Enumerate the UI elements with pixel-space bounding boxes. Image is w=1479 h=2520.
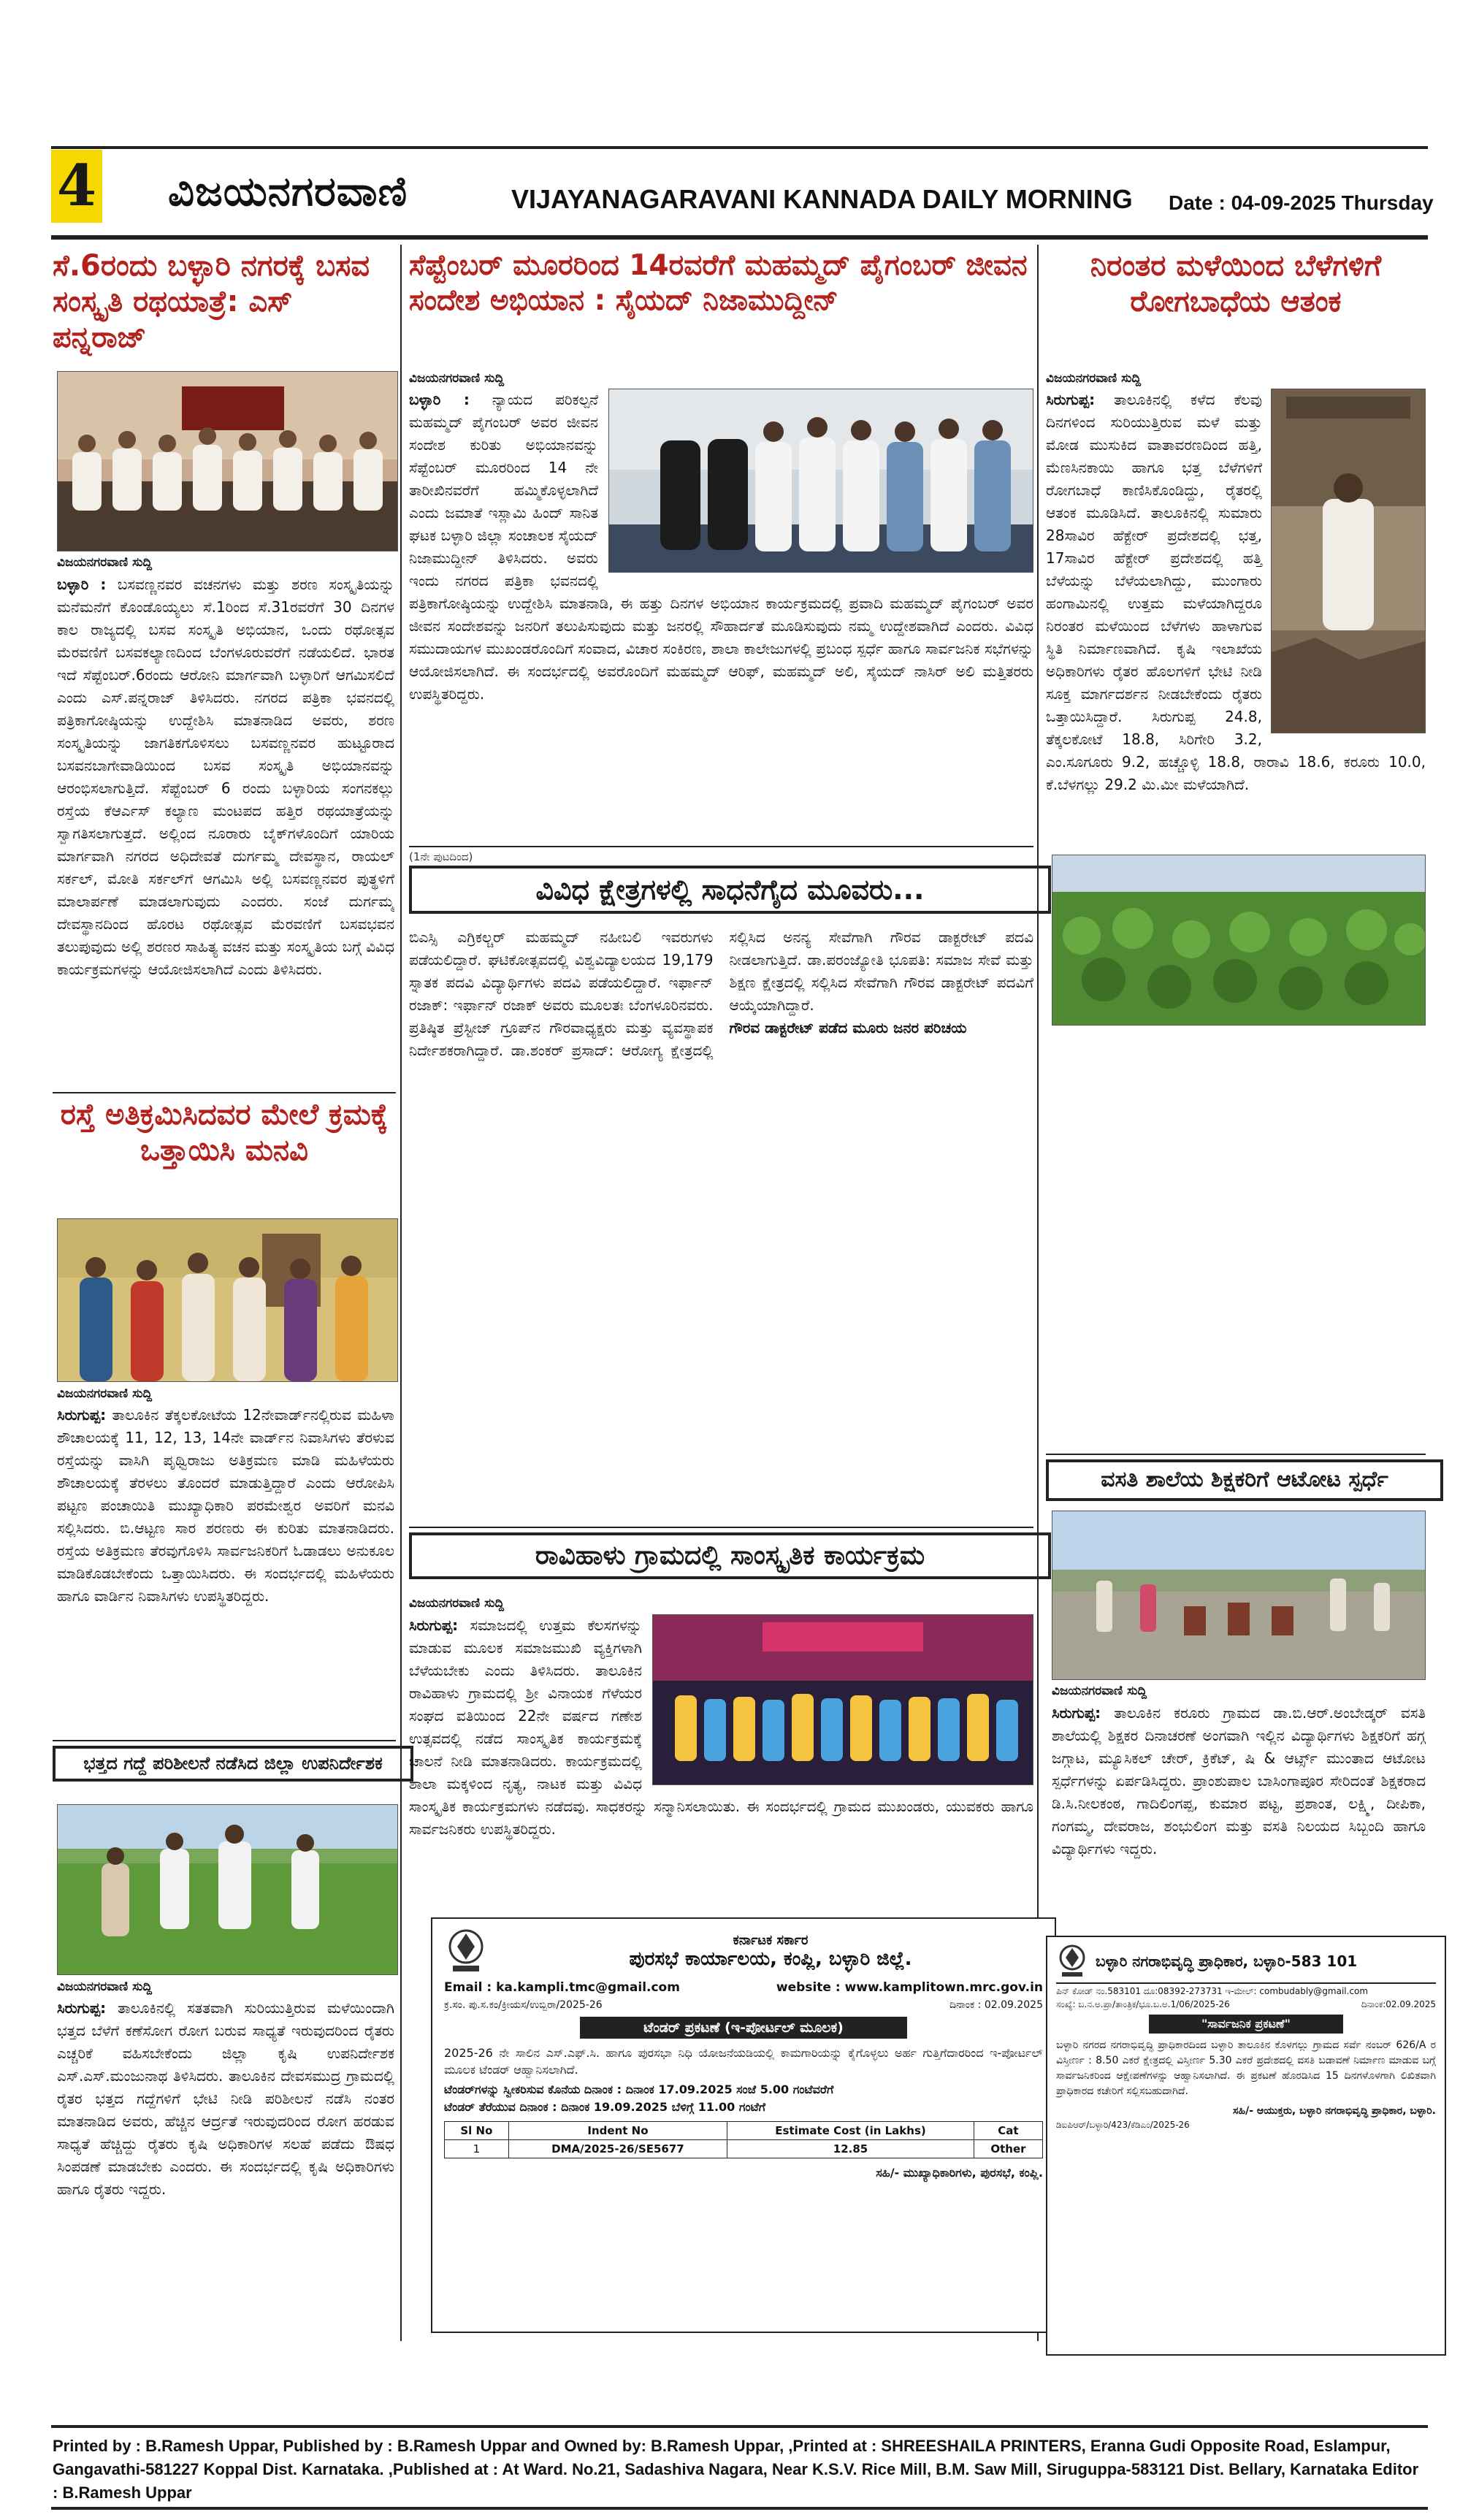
imprint-footer: Printed by : B.Ramesh Uppar, Published by : B.Ramesh Uppar and Owned by: B.Ramesh Uppar, ,Printed at : SHREESHAILA PRINTERS, Eranna Gudi Opposite Road, Eslampur, Gangavathi-581227 Koppal Dist. Karnataka. ,Published at : At Ward. No.21, Sadashiva Nagara, Near K.S.V. Rice Mill, B.M. Saw Mill, Siruguppa-583121 Dist. Bellary, Karnataka Editor : B.Ramesh Uppar — [53, 2437, 1419, 2502]
article5-body — [409, 926, 1033, 1521]
tender-col-indent: Indent No — [508, 2121, 727, 2139]
tender-cell-sl: 1 — [445, 2139, 509, 2158]
article7-text: ತಾಲೂಕಿನಲ್ಲಿ ಕಳೆದ ಕೆಲವು ದಿನಗಳಿಂದ ಸುರಿಯುತ್ತಿರುವ ಮಳೆ ಮತ್ತು ಮೋಡ ಮುಸುಕಿದ ವಾತಾವರಣದಿಂದ ಹತ್ತಿ, ಮೆಣಸಿನಕಾಯಿ ಹಾಗೂ ಭತ್ತ ಬೆಳೆಗಳಿಗೆ ರೋಗಬಾಧೆ ಕಾಣಿಸಿಕೊಂಡಿದ್ದು, ರೈತರಲ್ಲಿ ಆತಂಕ ಮೂಡಿಸಿದೆ. ತಾಲೂಕಿನಲ್ಲಿ ಸುಮಾರು 28ಸಾವಿರ ಹೆಕ್ಟೇರ್ ಪ್ರದೇಶದಲ್ಲಿ ಭತ್ತ, 17ಸಾವಿರ ಹೆಕ್ಟೇರ್ ಪ್ರದೇಶದಲ್ಲಿ ಹತ್ತಿ ಬೆಳೆಯನ್ನು ಬೆಳೆಯಲಾಗಿದ್ದು, ಮುಂಗಾರು ಹಂಗಾಮಿನಲ್ಲಿ ಉತ್ತಮ ಮಳೆಯಾಗಿದ್ದರೂ ನಿರಂತರ ಮಳೆಯಿಂದ ಬೆಳೆಗಳು ಹಾಳಾಗುವ ಸ್ಥಿತಿ ನಿರ್ಮಾಣವಾಗಿದೆ. ಕೃಷಿ ಇಲಾಖೆಯ ಅಧಿಕಾರಿಗಳು ರೈತರ ಹೊಲಗಳಿಗೆ ಭೇಟಿ ನೀಡಿ ಸೂಕ್ತ ಮಾರ್ಗದರ್ಶನ ನೀಡಬೇಕೆಂದು ರೈತರು ಒತ್ತಾಯಿಸಿದ್ದಾರೆ. ಸಿರುಗುಪ್ಪ 24.8, ತೆಕ್ಕಲಕೋಟೆ 18.8, ಸಿರಿಗೇರಿ 3.2, ಎಂ.ಸೂಗೂರು 9.2, ಹಚ್ಚೊಳ್ಳಿ 18.8, ರಾರಾವಿ 18.6, ಕರೂರು 10.0, ಕೆ.ಬೆಳಗಲ್ಲು 29.2 ಮಿ.ಮೀ ಮಳೆಯಾಗಿದೆ. — [1046, 391, 1426, 793]
article3-place: ಸಿರುಗುಪ್ಪ: — [57, 1999, 107, 2017]
emblem-icon — [1056, 1943, 1088, 1979]
tender-website: website : www.kamplitown.mrc.gov.in — [776, 1980, 1043, 1995]
article8-text: ತಾಲೂಕಿನ ಕರೂರು ಗ್ರಾಮದ ಡಾ.ಬಿ.ಆರ್.ಅಂಬೇಡ್ಕರ್ ವಸತಿ ಶಾಲೆಯಲ್ಲಿ ಶಿಕ್ಷಕರ ದಿನಾಚರಣೆ ಅಂಗವಾಗಿ ಇಲ್ಲಿನ ವಿದ್ಯಾರ್ಥಿಗಳು ಶಿಕ್ಷಕರಿಗೆ ಹಗ್ಗ ಜಗ್ಗಾಟ, ಮ್ಯೂಸಿಕಲ್ ಚೇರ್, ಕ್ರಿಕೆಟ್, ಷಿ & ಆರ್ಟ್ಸ್ ಮುಂತಾದ ಆಟೋಟ ಸ್ಪರ್ಧೆಗಳನ್ನು ಏರ್ಪಡಿಸಿದ್ದರು. ಪ್ರಾಂಶುಪಾಲ ಬಾಸಿಂಗಾಪೂರ ಸೇರಿದಂತೆ ಶಿಕ್ಷಕರಾದ ಡಿ.ಸಿ.ನೀಲಕಂಠ, ಗಾದಿಲಿಂಗಪ್ಪ, ಕುಮಾರ ಪಟ್ಟ, ಪ್ರಶಾಂತ, ಲಕ್ಷ್ಮಿ, ದೀಪಿಕಾ, ಗಂಗಮ್ಮ, ದೇವರಾಜ, ಶಂಭುಲಿಂಗ ಮತ್ತು ವಸತಿ ನಿಲಯದ ಸಿಬ್ಬಂದಿ ಹಾಗೂ ವಿದ್ಯಾರ್ಥಿಗಳು ಇದ್ದರು. — [1052, 1704, 1426, 1857]
article2-headline: ರಸ್ತೆ ಅತಿಕ್ರಮಿಸಿದವರ ಮೇಲೆ ಕ್ರಮಕ್ಕೆ ಒತ್ತಾಯಿಸಿ ಮನವಿ — [60, 1098, 389, 1167]
article6-body — [409, 1614, 1033, 1910]
article4-place: ಬಳ್ಳಾರಿ : — [409, 391, 470, 408]
article3-byline: ವಿಜಯನಗರವಾಣಿ ಸುದ್ದಿ — [57, 1979, 153, 1994]
tender-notice — [431, 1917, 1056, 2333]
tender-title: ಟೆಂಡರ್ ಪ್ರಕಟಣೆ (ಇ-ಪೋರ್ಟಲ್ ಮೂಲಕ) — [580, 2017, 907, 2039]
city-office: ಬಳ್ಳಾರಿ ನಗರಾಭಿವೃದ್ಧಿ ಪ್ರಾಧಿಕಾರ, ಬಳ್ಳಾರಿ-583 101 — [1096, 1952, 1358, 1970]
article2-byline: ವಿಜಯನಗರವಾಣಿ ಸುದ್ದಿ — [57, 1386, 153, 1401]
table-row — [445, 2139, 1043, 2158]
tender-govt: ಕರ್ನಾಟಕ ಸರ್ಕಾರ — [733, 1933, 809, 1948]
article1-headline: ಸೆ.6ರಂದು ಬಳ್ಳಾರಿ ನಗರಕ್ಕೆ ಬಸವ ಸಂಸ್ಕೃತಿ ರಥಯಾತ್ರೆ: ಎಸ್ ಪನ್ನರಾಜ್ — [53, 249, 370, 354]
article4-text: ನ್ಯಾಯದ ಪರಿಕಲ್ಪನೆ ಮಹಮ್ಮದ್ ಪೈಗಂಬರ್ ಅವರ ಜೀವನ ಸಂದೇಶ ಕುರಿತು ಅಭಿಯಾನವನ್ನು ಸೆಪ್ಟೆಂಬರ್ ಮೂರರಿಂದ 14 ನೇ ತಾರೀಖಿನವರೆಗೆ ಹಮ್ಮಿಕೊಳ್ಳಲಾಗಿದೆ ಎಂದು ಜಮಾತೆ ಇಸ್ಲಾಮಿ ಹಿಂದ್ ಸಾನಿತ ಘಟಕ ಬಳ್ಳಾರಿ ಜಿಲ್ಲಾ ಸಂಚಾಲಕ ಸೈಯದ್ ನಿಜಾಮುದ್ದೀನ್ ತಿಳಿಸಿದರು. ಅವರು ಇಂದು ನಗರದ ಪತ್ರಿಕಾ ಭವನದಲ್ಲಿ ಪತ್ರಿಕಾಗೋಷ್ಠಿಯನ್ನು ಉದ್ದೇಶಿಸಿ ಮಾತನಾಡಿ, ಈ ಹತ್ತು ದಿನಗಳ ಅಭಿಯಾನ ಕಾರ್ಯಕ್ರಮದಲ್ಲಿ ಪ್ರವಾದಿ ಮಹಮ್ಮದ್ ಪೈಗಂಬರ್ ಅವರ ಜೀವನ ಸಂದೇಶವನ್ನು ಜನರಿಗೆ ತಲುಪಿಸುವುದು ಮತ್ತು ಜನರಲ್ಲಿ ಸೌಹಾರ್ದತೆ ಮೂಡಿಸುವುದು ನಮ್ಮ ಉದ್ದೇಶವಾಗಿದೆ ಎಂದರು. ವಿವಿಧ ಸಮುದಾಯಗಳ ಮುಖಂಡರೊಂದಿಗೆ ಸಂವಾದ, ವಿಚಾರ ಸಂಕಿರಣ, ಶಾಲಾ ಕಾಲೇಜುಗಳಲ್ಲಿ ಪ್ರಬಂಧ ಸ್ಪರ್ಧೆ ಹಾಗೂ ಸಾರ್ವಜನಿಕ ಸಭೆಗಳನ್ನು ಆಯೋಜಿಸಲಾಗಿದೆ. ಈ ಸಂದರ್ಭದಲ್ಲಿ ಅವರೊಂದಿಗೆ ಮಹಮ್ಮದ್ ಆರಿಫ್, ಮಹಮ್ಮದ್ ಅಲಿ, ಸೈಯದ್ ನಾಸಿರ್ ಅಲಿ ಮತ್ತಿತರರು ಉಪಸ್ಥಿತರಿದ್ದರು. — [409, 391, 1033, 703]
tender-dates-2: ಟೆಂಡರ್ ತೆರೆಯುವ ದಿನಾಂಕ : ದಿನಾಂಕ 19.09.2025 ಬೆಳಿಗ್ಗೆ 11.00 ಗಂಟೆಗೆ — [444, 2099, 766, 2114]
tender-col-cat: Cat — [974, 2121, 1042, 2139]
article7-byline: ವಿಜಯನಗರವಾಣಿ ಸುದ್ದಿ — [1046, 371, 1142, 386]
masthead-bottom-rule — [51, 235, 1428, 240]
city-notice — [1046, 1936, 1446, 2356]
tender-office: ಪುರಸಭೆ ಕಾರ್ಯಾಲಯ, ಕಂಪ್ಲಿ, ಬಳ್ಳಾರಿ ಜಿಲ್ಲೆ. — [629, 1948, 912, 1970]
masthead-top-rule — [51, 146, 1428, 149]
article2-body — [57, 1404, 394, 1736]
article1-place: ಬಳ್ಳಾರಿ : — [57, 576, 107, 593]
article8-byline: ವಿಜಯನಗರವಾಣಿ ಸುದ್ದಿ — [1052, 1684, 1147, 1698]
article3-body — [57, 1997, 394, 2340]
tender-email: Email : ka.kampli.tmc@gmail.com — [444, 1980, 680, 1995]
article-separator — [53, 1092, 396, 1093]
article6-place: ಸಿರುಗುಪ್ಪ: — [409, 1616, 459, 1634]
article1-body — [57, 573, 394, 1081]
tender-cell-indent: DMA/2025-26/SE5677 — [508, 2139, 727, 2158]
city-body: ಬಳ್ಳಾರಿ ನಗರದ ನಗರಾಭಿವೃದ್ಧಿ ಪ್ರಾಧಿಕಾರದಿಂದ ಬಳ್ಳಾರಿ ತಾಲೂಕಿನ ಕೊಳಗಲ್ಲು ಗ್ರಾಮದ ಸರ್ವೆ ನಂಬರ್ 626/A ರ ವಿಸ್ತೀರ್ಣ : 8.50 ಎಕರೆ ಕ್ಷೇತ್ರದಲ್ಲಿ ವಿಸ್ತೀರ್ಣ 5.30 ಎಕರೆ ಪ್ರದೇಶದಲ್ಲಿ ವಸತಿ ಬಡಾವಣೆ ನಿರ್ಮಾಣ ಮಾಡುವ ಬಗ್ಗೆ ಸಾರ್ವಜನಿಕರಿಂದ ಆಕ್ಷೇಪಣೆಗಳನ್ನು ಆಹ್ವಾನಿಸಲಾಗಿದೆ. ಈ ಪ್ರಕಟಣೆ ಹೊರಡಿಸಿದ 15 ದಿನಗಳೊಳಗಾಗಿ ಲಿಖಿತವಾಗಿ ಪ್ರಾಧಿಕಾರದ ಕಚೇರಿಗೆ ಸಲ್ಲಿಸಬಹುದಾಗಿದೆ. — [1056, 2039, 1436, 2097]
city-footer-ref: ಡಿಐಪಿಆರ್/ಬಳ್ಳಾರಿ/423/ಕೆಡಿಎಂ/2025-26 — [1056, 2120, 1190, 2130]
article8-photo — [1052, 1511, 1426, 1680]
article8-body — [1052, 1702, 1426, 1928]
article7-headline: ನಿರಂತರ ಮಳೆಯಿಂದ ಬೆಳೆಗಳಿಗೆ ರೋಗಬಾಧೆಯ ಆತಂಕ — [1090, 249, 1382, 318]
article5-subhead: ಗೌರವ ಡಾಕ್ಟರೇಟ್ ಪಡೆದ ಮೂರು ಜನರ ಪರಿಚಯ — [729, 1019, 967, 1036]
article1-text: ಬಸವಣ್ಣನವರ ವಚನಗಳು ಮತ್ತು ಶರಣ ಸಂಸ್ಕೃತಿಯನ್ನು ಮನೆಮನೆಗೆ ಕೊಂಡೊಯ್ಯಲು ಸೆ.1ರಿಂದ ಸೆ.31ರವರೆಗೆ 30 ದಿನಗಳ ಕಾಲ ರಾಜ್ಯದಲ್ಲಿ ಬಸವ ಸಂಸ್ಕೃತಿ ಅಭಿಯಾನ, ಒಂದು ರಥೋತ್ಸವ ಮೆರವಣಿಗೆ ಬಸವಕಲ್ಯಾಣದಿಂದ ಬೆಂಗಳೂರುವರೆಗೆ ನಡೆಯಲಿದೆ. ಭಾರತ ಇದೆ ಸೆಪ್ಟೆಂಬರ್.6ರಂದು ಆರೋನಿ ಮಾರ್ಗವಾಗಿ ಬಳ್ಳಾರಿಗೆ ಆಗಮಿಸಲಿದೆ ಎಂದು ಎಸ್.ಪನ್ನರಾಜ್ ತಿಳಿಸಿದರು. ನಗರದ ಪತ್ರಿಕಾ ಭವನದಲ್ಲಿ ಪತ್ರಿಕಾಗೋಷ್ಠಿಯನ್ನು ಉದ್ದೇಶಿಸಿ ಮಾತನಾಡಿದ ಅವರು, ಶರಣ ಸಂಸ್ಕೃತಿಯನ್ನು ಜಾಗತಿಕಗೊಳಿಸಲು ಬಸವಣ್ಣನವರ ಹುಟ್ಟೂರಾದ ಬಸವನಬಾಗೇವಾಡಿಯಿಂದ ಬಸವ ಸಂಸ್ಕೃತಿ ಅಭಿಯಾನವನ್ನು ಆರಂಭಿಸಲಾಗುತ್ತಿದೆ. ಸೆಪ್ಟೆಂಬರ್ 6 ರಂದು ಬಳ್ಳಾರಿಯ ಸಂಗನಕಲ್ಲು ರಸ್ತೆಯ ಕೆಆರ್ಎಸ್ ಕಲ್ಯಾಣ ಮಂಟಪದ ಹತ್ತಿರ ರಥಯಾತ್ರೆಯನ್ನು ಸ್ವಾಗತಿಸಲಾಗುತ್ತದೆ. ಅಲ್ಲಿಂದ ನೂರಾರು ಬೈಕ್‌ಗಳೊಂದಿಗೆ ಯಾರಿಯ ಮಾರ್ಗವಾಗಿ ನಗರದ ಅಧಿದೇವತೆ ದುರ್ಗಮ್ಮ ದೇವಸ್ಥಾನ, ರಾಯಲ್ ಸರ್ಕಲ್, ಮೋತಿ ಸರ್ಕಲ್‌ಗೆ ಆಗಮಿಸಿ ಅಲ್ಲಿ ಬಸವಣ್ಣನವರ ಪುತ್ಥಳಿಗೆ ಮಾಲಾರ್ಪಣೆ ಮಾಡಲಾಗುವುದು ಎಂದರು. ಸಂಜೆ ದುರ್ಗಮ್ಮ ದೇವಸ್ಥಾನದಿಂದ ಹೊರಟ ರಥೋತ್ಸವ ಮೆರವಣಿಗೆ ಬಸವಭವನ ತಲುಪುವುದು ಅಲ್ಲಿ ಶರಣರ ಸಾಹಿತ್ಯ ವಚನ ಮತ್ತು ಸಂಸ್ಕೃತಿಯ ಬಗ್ಗೆ ವಿವಿಧ ಕಾರ್ಯಕ್ರಮಗಳನ್ನು ಆಯೋಜಿಸಲಾಗಿದೆ ಎಂದು ತಿಳಿಸಿದರು. — [57, 576, 394, 978]
article2-place: ಸಿರುಗುಪ್ಪ: — [57, 1406, 107, 1424]
article6-headline: ರಾವಿಹಾಳು ಗ್ರಾಮದಲ್ಲಿ ಸಾಂಸ್ಕೃತಿಕ ಕಾರ್ಯಕ್ರಮ — [409, 1532, 1051, 1579]
tender-cell-cost: 12.85 — [727, 2139, 974, 2158]
city-date: ದಿನಾಂಕ:02.09.2025 — [1361, 1999, 1436, 2009]
tender-ref: ಕ್ರ.ಸಂ. ಪು.ಸ.ಕಂ/ಕ್ರೀಯಸ/ಉಬ್ಬಿರಾ/2025-26 — [444, 1999, 603, 2011]
city-title: "ಸಾರ್ವಜನಿಕ ಪ್ರಕಟಣೆ" — [1149, 2015, 1343, 2034]
article7-place: ಸಿರುಗುಪ್ಪ: — [1046, 391, 1096, 408]
article5-headline: ವಿವಿಧ ಕ್ಷೇತ್ರಗಳಲ್ಲಿ ಸಾಧನೆಗೈದ ಮೂವರು... — [409, 866, 1051, 914]
article3-photo — [57, 1804, 398, 1975]
tender-col-cost: Estimate Cost (in Lakhs) — [727, 2121, 974, 2139]
page-number: 4 — [51, 150, 102, 223]
masthead-title-english: VIJAYANAGARAVANI KANNADA DAILY MORNING — [511, 184, 1133, 214]
city-ref: ಸಂಖ್ಯೆ: ಬ.ನ.ಅ.ಪ್ರಾ/ತಾಂತ್ರಿಕ/ಭೂ.ಬ.ಅ.1/06/2025-26 — [1056, 1999, 1230, 2009]
article-separator — [409, 1527, 1033, 1528]
article6-photo — [652, 1614, 1033, 1785]
article5-text: ಬಿಎಸ್ಸಿ ಎಗ್ರಿಕಲ್ಚರ್ ಮಹಮ್ಮದ್ ನಹೀಬಲಿ ಇವರುಗಳು ಪಡೆಯಲಿದ್ದಾರೆ. ಘಟಿಕೋತ್ಸವದಲ್ಲಿ ವಿಶ್ವವಿದ್ಯಾಲಯದ 19,179 ಸ್ನಾತಕ ಪದವಿ ವಿದ್ಯಾರ್ಥಿಗಳು ಪದವಿ ಪಡೆಯಲಿದ್ದಾರೆ. ಇರ್ಫಾನ್ ರಜಾಕ್: ಇರ್ಫಾನ್ ರಜಾಕ್ ಅವರು ಮೂಲತಃ ಬೆಂಗಳೂರಿನವರು. ಪ್ರತಿಷ್ಠಿತ ಪ್ರೆಸ್ಟೀಜ್ ಗ್ರೂಪ್‌ನ ಗೌರವಾಧ್ಯಕ್ಷರು ಮತ್ತು ವ್ಯವಸ್ಥಾಪಕ ನಿರ್ದೇಶಕರಾಗಿದ್ದಾರೆ. ಡಾ.ಶಂಕರ್ ಪ್ರಸಾದ್: ಆರೋಗ್ಯ ಕ್ಷೇತ್ರದಲ್ಲಿ ಸಲ್ಲಿಸಿದ ಅನನ್ಯ ಸೇವೆಗಾಗಿ ಗೌರವ ಡಾಕ್ಟರೇಟ್ ಪದವಿ ನೀಡಲಾಗುತ್ತಿದೆ. ಡಾ.ಪರಂಜ್ಯೋತಿ ಭೂಪತಿ: ಸಮಾಜ ಸೇವೆ ಮತ್ತು ಶಿಕ್ಷಣ ಕ್ಷೇತ್ರದಲ್ಲಿ ಸಲ್ಲಿಸಿದ ಸೇವೆಗಾಗಿ ಗೌರವ ಡಾಕ್ಟರೇಟ್ ಪದವಿಗೆ ಆಯ್ಕೆಯಾಗಿದ್ದಾರೆ. — [409, 928, 1033, 1059]
article6-text: ಸಮಾಜದಲ್ಲಿ ಉತ್ತಮ ಕೆಲಸಗಳನ್ನು ಮಾಡುವ ಮೂಲಕ ಸಮಾಜಮುಖಿ ವ್ಯಕ್ತಿಗಳಾಗಿ ಬೆಳೆಯಬೇಕು ಎಂದು ತಿಳಿಸಿದರು. ತಾಲೂಕಿನ ರಾವಿಹಾಳು ಗ್ರಾಮದಲ್ಲಿ ಶ್ರೀ ವಿನಾಯಕ ಗೆಳೆಯರ ಸಂಘದ ವತಿಯಿಂದ 22ನೇ ವರ್ಷದ ಗಣೇಶ ಉತ್ಸವದಲ್ಲಿ ನಡೆದ ಸಾಂಸ್ಕೃತಿಕ ಕಾರ್ಯಕ್ರಮಕ್ಕೆ ಚಾಲನೆ ನೀಡಿ ಮಾತನಾಡಿದರು. ಕಾರ್ಯಕ್ರಮದಲ್ಲಿ ಶಾಲಾ ಮಕ್ಕಳಿಂದ ನೃತ್ಯ, ನಾಟಕ ಮತ್ತು ವಿವಿಧ ಸಾಂಸ್ಕೃತಿಕ ಕಾರ್ಯಕ್ರಮಗಳು ನಡೆದವು. ಸಾಧಕರನ್ನು ಸನ್ಮಾನಿಸಲಾಯಿತು. ಈ ಸಂದರ್ಭದಲ್ಲಿ ಗ್ರಾಮದ ಮುಖಂಡರು, ಯುವಕರು ಹಾಗೂ ಸಾರ್ವಜನಿಕರು ಉಪಸ್ಥಿತರಿದ್ದರು. — [409, 1616, 1033, 1838]
article3-text: ತಾಲೂಕಿನಲ್ಲಿ ಸತತವಾಗಿ ಸುರಿಯುತ್ತಿರುವ ಮಳೆಯಿಂದಾಗಿ ಭತ್ತದ ಬೆಳೆಗೆ ಕಣೆಸೋಗ ರೋಗ ಬರುವ ಸಾಧ್ಯತೆ ಇರುವುದರಿಂದ ರೈತರು ಎಚ್ಚರಿಕೆ ವಹಿಸಬೇಕೆಂದು ಜಿಲ್ಲಾ ಕೃಷಿ ಉಪನಿರ್ದೇಶಕ ಎಸ್.ಎಸ್.ಮಂಜುನಾಥ ತಿಳಿಸಿದರು. ತಾಲೂಕಿನ ದೇವಸಮುದ್ರ ಗ್ರಾಮದಲ್ಲಿ ರೈತರ ಭತ್ತದ ಗದ್ದೆಗಳಿಗೆ ಭೇಟಿ ನೀಡಿ ಪರಿಶೀಲನೆ ನಡೆಸಿ ನಂತರ ಮಾತನಾಡಿದ ಅವರು, ಹೆಚ್ಚಿನ ಆರ್ದ್ರತೆ ಇರುವುದರಿಂದ ರೋಗ ಹರಡುವ ಸಾಧ್ಯತೆ ಹೆಚ್ಚಿದ್ದು ರೈತರು ಕೃಷಿ ಅಧಿಕಾರಿಗಳ ಸಲಹೆ ಪಡೆದು ಔಷಧ ಸಿಂಪಡಣೆ ಮಾಡಬೇಕು ಎಂದರು. ಈ ಸಂದರ್ಭದಲ್ಲಿ ಕೃಷಿ ಅಧಿಕಾರಿಗಳು ಹಾಗೂ ರೈತರು ಇದ್ದರು. — [57, 1999, 394, 2198]
tender-dates-1: ಟೆಂಡರ್‌ಗಳನ್ನು ಸ್ವೀಕರಿಸುವ ಕೊನೆಯ ದಿನಾಂಕ : ದಿನಾಂಕ 17.09.2025 ಸಂಜೆ 5.00 ಗಂಟೆವರೆಗೆ — [444, 2082, 834, 2097]
article7-photo-house — [1271, 389, 1426, 733]
article8-place: ಸಿರುಗುಪ್ಪ: — [1052, 1704, 1101, 1722]
tender-date: ದಿನಾಂಕ : 02.09.2025 — [949, 1999, 1043, 2011]
masthead-date: Date : 04-09-2025 Thursday — [1169, 191, 1434, 214]
article-separator — [53, 1740, 396, 1741]
footer-top-rule — [51, 2425, 1428, 2428]
article2-text: ತಾಲೂಕಿನ ತೆಕ್ಕಲಕೋಟೆಯ 12ನೇವಾರ್ಡ್‌ನಲ್ಲಿರುವ ಮಹಿಳಾ ಶೌಚಾಲಯಕ್ಕೆ 11, 12, 13, 14ನೇ ವಾರ್ಡ್‌ನ ನಿವಾಸಿಗಳು ತೆರಳುವ ರಸ್ತೆಯನ್ನು ವಾಸಿಗಿ ಪೃಥ್ವಿರಾಜು ಅತಿಕ್ರಮಣ ಮಾಡಿ ಮಹಿಳೆಯರು ಶೌಚಾಲಯಕ್ಕೆ ತೆರಳಲು ತೊಂದರೆ ಮಾಡುತ್ತಿದ್ದಾರೆ ಎಂದು ಆರೋಪಿಸಿ ಪಟ್ಟಣ ಪಂಚಾಯಿತಿ ಮುಖ್ಯಾಧಿಕಾರಿ ಪರಮೇಶ್ವರ ಅವರಿಗೆ ಮನವಿ ಸಲ್ಲಿಸಿದರು. ಬಿ.ಆಟ್ಟಣ ಸಾರ ಶರಣರು ಈ ಕುರಿತು ಮಾತನಾಡಿದರು. ರಸ್ತೆಯ ಅತಿಕ್ರಮಣ ತೆರವುಗೊಳಿಸಿ ಸಾರ್ವಜನಿಕರಿಗೆ ಓಡಾಡಲು ಅನುಕೂಲ ಮಾಡಿಕೊಡಬೇಕೆಂದು ಒತ್ತಾಯಿಸಿದರು. ಈ ಸಂದರ್ಭದಲ್ಲಿ ಮಹಿಳೆಯರು ಹಾಗೂ ವಾರ್ಡಿನ ನಿವಾಸಿಗಳು ಉಪಸ್ಥಿತರಿದ್ದರು. — [57, 1406, 394, 1605]
tender-table — [444, 2121, 1043, 2158]
tender-col-sl: Sl No — [445, 2121, 509, 2139]
article1-byline: ವಿಜಯನಗರವಾಣಿ ಸುದ್ದಿ — [57, 555, 153, 570]
article5-kicker: (1ನೇ ಪುಟದಿಂದ) — [409, 850, 473, 863]
article4-byline: ವಿಜಯನಗರವಾಣಿ ಸುದ್ದಿ — [409, 371, 505, 386]
article6-byline: ವಿಜಯನಗರವಾಣಿ ಸುದ್ದಿ — [409, 1596, 505, 1611]
article2-photo — [57, 1218, 398, 1382]
city-sign: ಸಹಿ/- ಆಯುಕ್ತರು, ಬಳ್ಳಾರಿ ನಗರಾಭಿವೃದ್ಧಿ ಪ್ರಾಧಿಕಾರ, ಬಳ್ಳಾರಿ. — [1233, 2105, 1436, 2117]
article4-headline: ಸೆಪ್ಟೆಂಬರ್ ಮೂರರಿಂದ 14ರವರೆಗೆ ಮಹಮ್ಮದ್ ಪೈಗಂಬರ್ ಜೀವನ ಸಂದೇಶ ಅಭಿಯಾನ : ಸೈಯದ್ ನಿಜಾಮುದ್ದೀನ್ — [409, 249, 1028, 317]
city-contact: ಪಿನ್ ಕೋಡ್ ನಂ.583101 ದೂ:08392-273731 ಇ-ಮೇಲ್: combudably@gmail.com — [1056, 1986, 1369, 1996]
tender-sign: ಸಹಿ/- ಮುಖ್ಯಾಧಿಕಾರಿಗಳು, ಪುರಸಭೆ, ಕಂಪ್ಲಿ. — [876, 2165, 1043, 2180]
article4-photo — [608, 389, 1033, 573]
masthead-title-kannada: ವಿಜಯನಗರವಾಣಿ — [168, 168, 408, 215]
article-separator — [1046, 1454, 1426, 1455]
footer-bottom-rule — [51, 2507, 1428, 2510]
article7-photo-field — [1052, 855, 1426, 1026]
column-divider — [400, 245, 402, 2341]
article-separator — [409, 846, 1033, 847]
tender-cell-cat: Other — [974, 2139, 1042, 2158]
article3-headline: ಭತ್ತದ ಗದ್ದೆ ಪರಿಶೀಲನೆ ನಡೆಸಿದ ಜಿಲ್ಲಾ ಉಪನಿರ್ದೇಶಕ — [53, 1746, 413, 1782]
article4-body — [409, 389, 1033, 841]
article8-headline: ವಸತಿ ಶಾಲೆಯ ಶಿಕ್ಷಕರಿಗೆ ಆಟೋಟ ಸ್ಪರ್ಧೆ — [1046, 1459, 1443, 1501]
tender-body: 2025-26 ನೇ ಸಾಲಿನ ಎಸ್.ಎಫ್.ಸಿ. ಹಾಗೂ ಪುರಸಭಾ ನಿಧಿ ಯೋಜನೆಯಡಿಯಲ್ಲಿ ಕಾಮಗಾರಿಯನ್ನು ಕೈಗೊಳ್ಳಲು ಅರ್ಹ ಗುತ್ತಿಗೆದಾರರಿಂದ ಇ-ಪೋರ್ಟಲ್ ಮೂಲಕ ಟೆಂಡರ್ ಆಹ್ವಾನಿಸಲಾಗಿದೆ. — [444, 2046, 1043, 2077]
emblem-icon — [444, 1926, 488, 1977]
article1-photo — [57, 371, 398, 551]
